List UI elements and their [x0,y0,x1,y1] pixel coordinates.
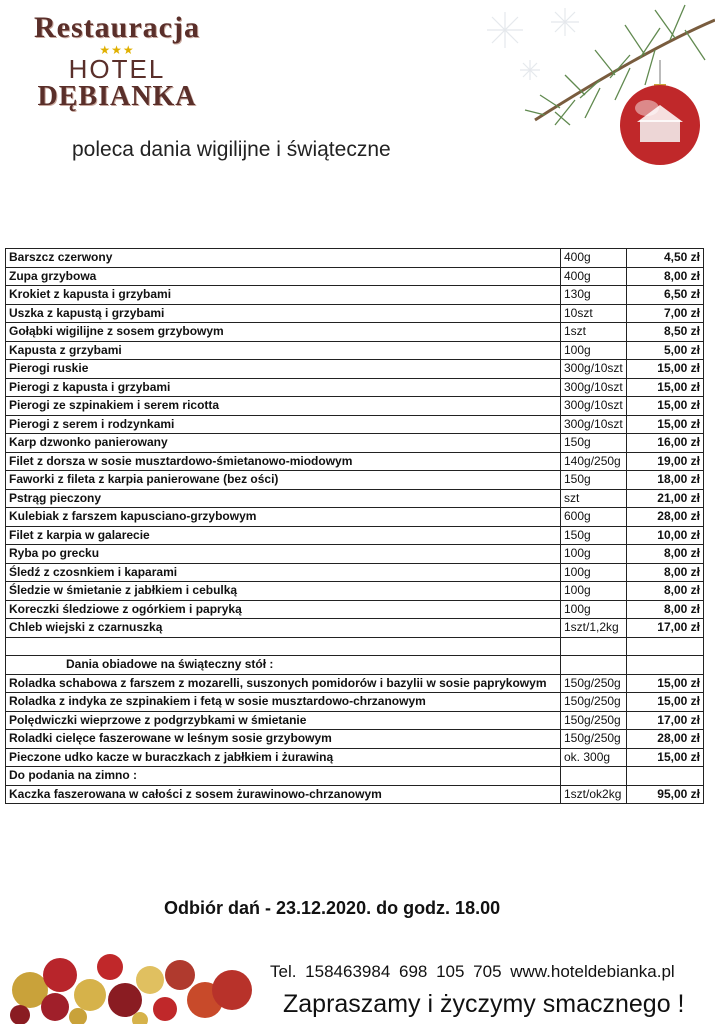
dish-weight: 150g/250g [561,674,627,693]
empty-cell [627,767,704,786]
empty-cell [561,767,627,786]
dish-price: 28,00 zł [627,730,704,749]
dish-name: Pierogi z kapusta i grzybami [6,378,561,397]
dish-weight: szt [561,489,627,508]
dish-price: 17,00 zł [627,619,704,638]
dish-price: 15,00 zł [627,378,704,397]
dish-weight: 100g [561,545,627,564]
dish-name: Krokiet z kapusta i grzybami [6,286,561,305]
dish-name: Pieczone udko kacze w buraczkach z jabłkiem i żurawiną [6,748,561,767]
dish-name: Pstrąg pieczony [6,489,561,508]
dish-price: 15,00 zł [627,360,704,379]
table-row [6,711,704,730]
dish-weight: 140g/250g [561,452,627,471]
table-row [6,693,704,712]
dish-name: Roladka z indyka ze szpinakiem i fetą w sosie musztardowo-chrzanowym [6,693,561,712]
logo-line-hotel: HOTEL [68,54,166,84]
dish-price: 95,00 zł [627,785,704,804]
table-row [6,785,704,804]
dish-weight: 100g [561,563,627,582]
dish-price: 5,00 zł [627,341,704,360]
dish-price: 8,00 zł [627,545,704,564]
closing-message: Zapraszamy i życzymy smacznego ! [283,990,685,1018]
table-row [6,360,704,379]
dish-weight: 300g/10szt [561,415,627,434]
dish-weight: 10szt [561,304,627,323]
table-row [6,730,704,749]
christmas-branch-ornament-image [415,0,715,190]
dish-weight: 100g [561,341,627,360]
dish-price: 18,00 zł [627,471,704,490]
dish-weight: 1szt/1,2kg [561,619,627,638]
dish-weight: 130g [561,286,627,305]
dish-weight: 1szt [561,323,627,342]
table-row [6,489,704,508]
page-subtitle: poleca dania wigilijne i świąteczne [72,138,391,161]
table-row [6,397,704,416]
dish-name: Gołąbki wigilijne z sosem grzybowym [6,323,561,342]
dish-price: 7,00 zł [627,304,704,323]
table-row [6,508,704,527]
empty-row [6,637,704,656]
table-row [6,323,704,342]
table-row [6,674,704,693]
section-heading: Dania obiadowe na świąteczny stół : [6,656,561,675]
dish-price: 28,00 zł [627,508,704,527]
empty-cell [561,637,627,656]
section-row [6,656,704,675]
table-row [6,748,704,767]
dish-name: Kaczka faszerowana w całości z sosem żurawinowo-chrzanowym [6,785,561,804]
dish-weight: ok. 300g [561,748,627,767]
dish-price: 15,00 zł [627,415,704,434]
dish-weight: 100g [561,582,627,601]
dish-price: 21,00 zł [627,489,704,508]
empty-cell [6,637,561,656]
dish-weight: 400g [561,249,627,268]
dish-price: 8,00 zł [627,563,704,582]
table-row [6,341,704,360]
table-row [6,249,704,268]
dish-name: Zupa grzybowa [6,267,561,286]
logo-line-debianka: DĘBIANKA [37,81,197,112]
table-row [6,563,704,582]
table-row [6,378,704,397]
empty-cell [561,656,627,675]
dish-price: 8,00 zł [627,600,704,619]
table-row [6,526,704,545]
dish-price: 10,00 zł [627,526,704,545]
dish-weight: 150g/250g [561,711,627,730]
section-row [6,767,704,786]
christmas-baubles-image [0,935,265,1024]
table-row [6,415,704,434]
dish-weight: 400g [561,267,627,286]
table-row [6,286,704,305]
table-row [6,267,704,286]
table-row [6,619,704,638]
dish-name: Pierogi ruskie [6,360,561,379]
table-row [6,582,704,601]
dish-weight: 300g/10szt [561,378,627,397]
dish-price: 8,00 zł [627,582,704,601]
dish-name: Faworki z fileta z karpia panierowane (bez ości) [6,471,561,490]
dish-name: Ryba po grecku [6,545,561,564]
pickup-notice: Odbiór dań - 23.12.2020. do godz. 18.00 [164,898,501,918]
dish-name: Filet z dorsza w sosie musztardowo-śmietanowo-miodowym [6,452,561,471]
dish-weight: 100g [561,600,627,619]
dish-price: 4,50 zł [627,249,704,268]
dish-weight: 300g/10szt [561,397,627,416]
dish-price: 16,00 zł [627,434,704,453]
dish-weight: 150g/250g [561,693,627,712]
dish-price: 15,00 zł [627,748,704,767]
hotel-logo [12,12,222,112]
contact-info: Tel. 158463984 698 105 705 www.hoteldebianka.pl [270,962,675,981]
dish-price: 15,00 zł [627,693,704,712]
dish-weight: 150g [561,471,627,490]
dish-price: 19,00 zł [627,452,704,471]
dish-name: Śledzie w śmietanie z jabłkiem i cebulką [6,582,561,601]
dish-name: Pierogi z serem i rodzynkami [6,415,561,434]
dish-price: 8,50 zł [627,323,704,342]
dish-name: Pierogi ze szpinakiem i serem ricotta [6,397,561,416]
dish-price: 8,00 zł [627,267,704,286]
empty-cell [627,656,704,675]
logo-stars: ★★★ [99,43,135,57]
dish-name: Barszcz czerwony [6,249,561,268]
dish-price: 15,00 zł [627,397,704,416]
table-row [6,600,704,619]
table-row [6,545,704,564]
dish-name: Karp dzwonko panierowany [6,434,561,453]
dish-name: Roladki cielęce faszerowane w leśnym sosie grzybowym [6,730,561,749]
dish-name: Koreczki śledziowe z ogórkiem i papryką [6,600,561,619]
dish-name: Filet z karpia w galarecie [6,526,561,545]
dish-weight: 150g [561,434,627,453]
dish-name: Kulebiak z farszem kapusciano-grzybowym [6,508,561,527]
dish-weight: 1szt/ok2kg [561,785,627,804]
dish-weight: 150g [561,526,627,545]
empty-cell [627,637,704,656]
dish-weight: 150g/250g [561,730,627,749]
dish-weight: 300g/10szt [561,360,627,379]
dish-name: Chleb wiejski z czarnuszką [6,619,561,638]
dish-name: Śledź z czosnkiem i kaparami [6,563,561,582]
table-row [6,434,704,453]
section-heading: Do podania na zimno : [6,767,561,786]
dish-weight: 600g [561,508,627,527]
table-row [6,471,704,490]
menu-table [5,248,704,804]
dish-name: Kapusta z grzybami [6,341,561,360]
dish-name: Uszka z kapustą i grzybami [6,304,561,323]
dish-name: Polędwiczki wieprzowe z podgrzybkami w śmietanie [6,711,561,730]
dish-name: Roladka schabowa z farszem z mozarelli, suszonych pomidorów i bazylii w sosie paprykowym [6,674,561,693]
table-row [6,452,704,471]
logo-line-restauracja: Restauracja [34,11,200,44]
dish-price: 17,00 zł [627,711,704,730]
dish-price: 6,50 zł [627,286,704,305]
table-row [6,304,704,323]
dish-price: 15,00 zł [627,674,704,693]
